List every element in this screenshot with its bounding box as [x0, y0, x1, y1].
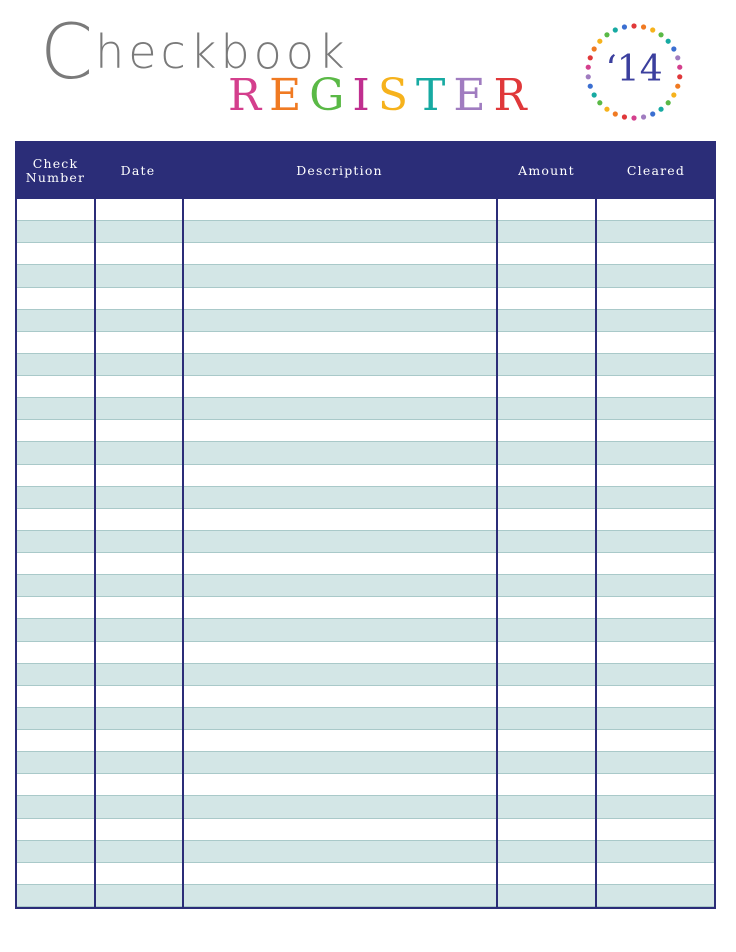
checkbook-title — [40, 4, 349, 96]
ring-dot — [666, 39, 671, 44]
column-header-date — [94, 143, 182, 199]
table-row[interactable] — [17, 199, 714, 221]
ring-dot — [631, 115, 636, 120]
table-body — [17, 199, 714, 907]
table-row[interactable] — [17, 509, 714, 531]
ring-dot — [604, 107, 609, 112]
title-initial: C — [40, 7, 98, 96]
ring-dot — [631, 23, 636, 28]
ring-dot — [650, 27, 655, 32]
column-header-cleared — [596, 143, 716, 199]
ring-dot — [597, 39, 602, 44]
year-badge — [582, 20, 686, 124]
ring-dot — [658, 32, 663, 37]
column-header-label: Number — [25, 170, 86, 185]
table-row[interactable] — [17, 376, 714, 398]
ring-dot — [613, 111, 618, 116]
ring-dot — [613, 27, 618, 32]
table-row[interactable] — [17, 243, 714, 265]
register-title — [228, 70, 535, 121]
column-divider — [94, 199, 96, 907]
column-header-amount — [497, 143, 596, 199]
register-letter: R — [493, 70, 535, 121]
ring-dot — [592, 46, 597, 51]
column-divider — [496, 199, 498, 907]
table-header-row — [17, 143, 714, 199]
register-letter: I — [352, 70, 378, 121]
table-row[interactable] — [17, 575, 714, 597]
table-row[interactable] — [17, 531, 714, 553]
table-row[interactable] — [17, 265, 714, 287]
column-header-check-number — [17, 143, 94, 199]
table-row[interactable] — [17, 553, 714, 575]
column-header-label: Date — [120, 163, 156, 178]
year-label: ‘14 — [605, 49, 663, 90]
table-row[interactable] — [17, 332, 714, 354]
table-row[interactable] — [17, 597, 714, 619]
ring-dot — [592, 92, 597, 97]
ring-dot — [604, 32, 609, 37]
ring-dot — [671, 92, 676, 97]
register-letter: R — [228, 70, 270, 121]
ring-dot — [658, 107, 663, 112]
table-row[interactable] — [17, 664, 714, 686]
table-row[interactable] — [17, 819, 714, 841]
table-row[interactable] — [17, 420, 714, 442]
table-row[interactable] — [17, 642, 714, 664]
table-row[interactable] — [17, 465, 714, 487]
table-row[interactable] — [17, 487, 714, 509]
ring-dot — [671, 46, 676, 51]
table-row[interactable] — [17, 841, 714, 863]
table-row[interactable] — [17, 863, 714, 885]
register-letter: E — [453, 70, 494, 121]
column-header-description — [182, 143, 497, 199]
ring-dot — [666, 100, 671, 105]
ring-dot — [597, 100, 602, 105]
table-row[interactable] — [17, 686, 714, 708]
table-row[interactable] — [17, 442, 714, 464]
table-row[interactable] — [17, 354, 714, 376]
register-letter: E — [269, 70, 310, 121]
ring-dot — [641, 24, 646, 29]
register-letter: G — [309, 70, 353, 121]
table-row[interactable] — [17, 619, 714, 641]
table-row[interactable] — [17, 398, 714, 420]
title-rest: heckbook — [95, 25, 349, 79]
table-row[interactable] — [17, 796, 714, 818]
ring-dot — [622, 24, 627, 29]
table-row[interactable] — [17, 885, 714, 907]
table-row[interactable] — [17, 221, 714, 243]
table-row[interactable] — [17, 752, 714, 774]
table-row[interactable] — [17, 288, 714, 310]
register-table — [15, 141, 716, 909]
column-header-label: Description — [296, 163, 383, 178]
ring-dot — [641, 114, 646, 119]
column-header-label: Amount — [518, 163, 575, 178]
table-row[interactable] — [17, 774, 714, 796]
ring-dot — [622, 114, 627, 119]
table-row[interactable] — [17, 708, 714, 730]
column-divider — [182, 199, 184, 907]
table-row[interactable] — [17, 730, 714, 752]
table-row[interactable] — [17, 310, 714, 332]
register-letter: S — [377, 70, 416, 121]
column-header-label: Cleared — [626, 163, 686, 178]
column-header-label: Check — [32, 156, 79, 171]
ring-dot — [650, 111, 655, 116]
column-divider — [595, 199, 597, 907]
register-letter: T — [415, 70, 454, 121]
